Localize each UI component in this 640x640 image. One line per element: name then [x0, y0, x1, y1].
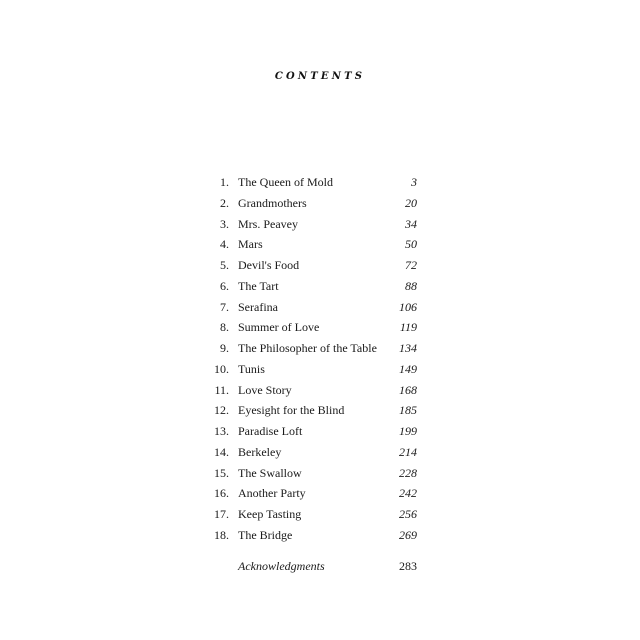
- toc-entry: [204, 483, 420, 504]
- chapter-number: 17.: [214, 507, 229, 521]
- page-number: 168: [399, 382, 417, 397]
- page-number: 50: [405, 237, 417, 252]
- page-number: 34: [405, 216, 417, 231]
- chapter-title: Keep Tasting: [238, 507, 302, 521]
- page-number: 149: [399, 361, 417, 376]
- toc-entry: [204, 193, 420, 214]
- chapter-list: [204, 172, 420, 546]
- toc-entry: [204, 317, 420, 338]
- chapter-number: 1.: [220, 175, 229, 189]
- page-number: 199: [399, 424, 417, 438]
- chapter-number: 13.: [214, 424, 229, 438]
- chapter-title: Serafina: [238, 299, 278, 314]
- chapter-title: Another Party: [238, 486, 306, 501]
- toc-entry: [204, 400, 420, 421]
- page-number: 134: [399, 341, 417, 355]
- acknowledgments-title: Acknowledgments: [238, 558, 325, 573]
- toc-entry: [204, 380, 420, 401]
- acknowledgments-entry: [204, 556, 420, 576]
- chapter-number: 5.: [220, 258, 229, 272]
- chapter-number: 12.: [214, 403, 229, 418]
- chapter-number: 4.: [220, 237, 229, 252]
- page-number: 269: [399, 527, 417, 542]
- chapter-title: Love Story: [238, 382, 292, 397]
- contents-heading: CONTENTS: [274, 71, 366, 82]
- page-number: 185: [399, 403, 417, 418]
- chapter-number: 6.: [220, 278, 229, 293]
- chapter-number: 7.: [220, 299, 229, 314]
- chapter-title: Tunis: [238, 361, 265, 376]
- page-number: 88: [405, 278, 417, 293]
- chapter-number: 10.: [214, 361, 229, 376]
- toc-entry: [204, 214, 420, 235]
- chapter-title: Eyesight for the Blind: [238, 403, 345, 418]
- chapter-title: The Queen of Mold: [238, 175, 333, 189]
- chapter-title: Mrs. Peavey: [238, 216, 298, 231]
- page-number: 214: [399, 444, 417, 459]
- page-number: 106: [399, 299, 417, 314]
- chapter-title: The Tart: [238, 278, 279, 293]
- chapter-title: The Bridge: [238, 527, 293, 542]
- chapter-title: Devil's Food: [238, 258, 300, 272]
- chapter-number: 2.: [220, 195, 229, 210]
- page-number: 3: [411, 175, 417, 189]
- toc-entry: [204, 504, 420, 525]
- chapter-number: 18.: [214, 527, 229, 542]
- page-number: 20: [405, 195, 417, 210]
- toc-entry: [204, 255, 420, 276]
- page-number: 256: [399, 507, 417, 521]
- chapter-title: The Philosopher of the Table: [238, 341, 377, 355]
- page-number: 119: [399, 320, 417, 335]
- toc-entry: [204, 442, 420, 463]
- chapter-number: 3.: [220, 216, 229, 231]
- toc-entry: [204, 463, 420, 484]
- chapter-number: 8.: [220, 320, 229, 335]
- chapter-title: Summer of Love: [238, 320, 320, 335]
- chapter-title: Berkeley: [238, 444, 282, 459]
- chapter-number: 14.: [214, 444, 229, 459]
- page-number: 228: [399, 465, 417, 480]
- toc-entry: [204, 421, 420, 442]
- chapter-title: Mars: [238, 237, 263, 252]
- page-number: 242: [399, 486, 417, 501]
- acknowledgments-page-number: 283: [399, 558, 417, 573]
- toc-entry: [204, 297, 420, 318]
- toc-entry: [204, 234, 420, 255]
- chapter-number: 11.: [214, 382, 229, 397]
- page-number: 72: [405, 258, 417, 272]
- chapter-number: 9.: [220, 341, 229, 355]
- chapter-title: Paradise Loft: [238, 424, 303, 438]
- chapter-number: 15.: [214, 465, 229, 480]
- toc-entry: [204, 338, 420, 359]
- toc-entry: [204, 359, 420, 380]
- chapter-title: The Swallow: [238, 465, 302, 480]
- table-of-contents: [204, 172, 420, 576]
- toc-entry: [204, 525, 420, 546]
- toc-entry: [204, 276, 420, 297]
- chapter-number: 16.: [214, 486, 229, 501]
- chapter-title: Grandmothers: [238, 195, 307, 210]
- toc-entry: [204, 172, 420, 193]
